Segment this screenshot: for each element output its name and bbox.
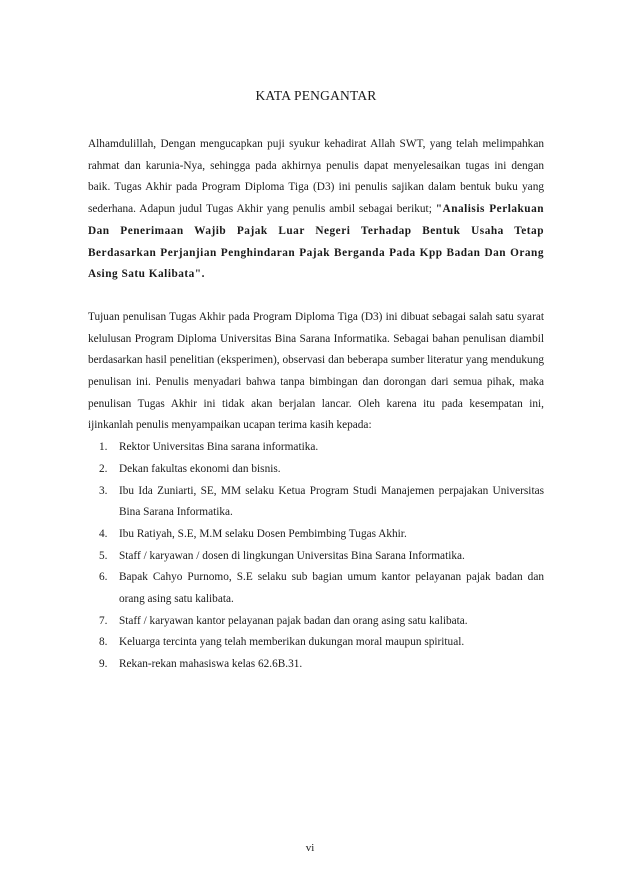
list-item — [88, 481, 544, 524]
paragraph-gap — [88, 286, 544, 307]
list-item-text: Rekan-rekan mahasiswa kelas 62.6B.31. — [119, 658, 303, 671]
list-item-text: Keluarga tercinta yang telah memberikan dukungan moral maupun spiritual. — [119, 636, 465, 649]
thesis-title: "Analisis Perlakuan Dan Penerimaan Wajib Pajak Luar Negeri Terhadap Bentuk Usaha Tetap Berdasarkan Perjanjian Penghindaran Pajak Berganda Pada Kpp Badan Dan Orang Asing Satu Kalibata". — [88, 203, 544, 281]
list-item-text: Ibu Ida Zuniarti, SE, MM selaku Ketua Program Studi Manajemen perpajakan Universitas Bina Sarana Informatika. — [119, 484, 544, 519]
acknowledgement-list — [88, 437, 544, 676]
list-item-number: 7. — [99, 614, 108, 627]
list-item — [88, 611, 544, 633]
list-item-text: Dekan fakultas ekonomi dan bisnis. — [119, 462, 281, 475]
page-title: KATA PENGANTAR — [255, 88, 377, 103]
list-item — [88, 654, 544, 676]
list-item-text: Ibu Ratiyah, S.E, M.M selaku Dosen Pembimbing Tugas Akhir. — [119, 527, 407, 540]
list-item-number: 2. — [99, 462, 108, 475]
intro-text: Alhamdulillah, Dengan mengucapkan puji syukur kehadirat Allah SWT, yang telah melimpahkan rahmat dan karunia-Nya, sehingga pada akhirnya penulis dapat menyelesaikan tugas ini dengan baik. Tugas Akhir pada Program Diploma Tiga (D3) ini penulis sajikan dalam bentuk buku yang sederhana. Adapun judul Tugas Akhir yang penulis ambil sebagai berikut; — [88, 138, 544, 216]
list-item-text: Bapak Cahyo Purnomo, S.E selaku sub bagian umum kantor pelayanan pajak badan dan orang asing satu kalibata. — [119, 571, 544, 606]
list-item — [88, 546, 544, 568]
page-number: vi — [305, 842, 315, 854]
document-page — [88, 88, 544, 676]
list-item-number: 8. — [99, 636, 108, 649]
list-item-text: Staff / karyawan kantor pelayanan pajak badan dan orang asing satu kalibata. — [119, 614, 468, 627]
list-item — [88, 632, 544, 654]
list-item-number: 5. — [99, 549, 108, 562]
list-item-text: Rektor Universitas Bina sarana informatika. — [119, 441, 319, 454]
list-item — [88, 459, 544, 481]
list-item-number: 1. — [99, 441, 108, 454]
purpose-paragraph: Tujuan penulisan Tugas Akhir pada Program Diploma Tiga (D3) ini dibuat sebagai salah satu syarat kelulusan Program Diploma Universitas Bina Sarana Informatika. Sebagai bahan penulisan diambil berdasarkan hasil penelitian (eksperimen), observasi dan beberapa sumber literatur yang mendukung penulisan ini. Penulis menyadari bahwa tanpa bimbingan dan dorongan dari semua pihak, maka penulisan Tugas Akhir ini tidak akan berjalan lancar. Oleh karena itu pada kesempatan ini, ijinkanlah penulis menyampaikan ucapan terima kasih kepada: — [88, 310, 544, 432]
list-item-number: 4. — [99, 527, 108, 540]
list-item-number: 6. — [99, 571, 108, 584]
list-item-number: 9. — [99, 658, 108, 671]
list-item — [88, 437, 544, 459]
list-item-number: 3. — [99, 484, 108, 497]
list-item-text: Staff / karyawan / dosen di lingkungan Universitas Bina Sarana Informatika. — [119, 549, 465, 562]
intro-paragraph — [88, 134, 544, 286]
list-item — [88, 524, 544, 546]
list-item — [88, 567, 544, 610]
